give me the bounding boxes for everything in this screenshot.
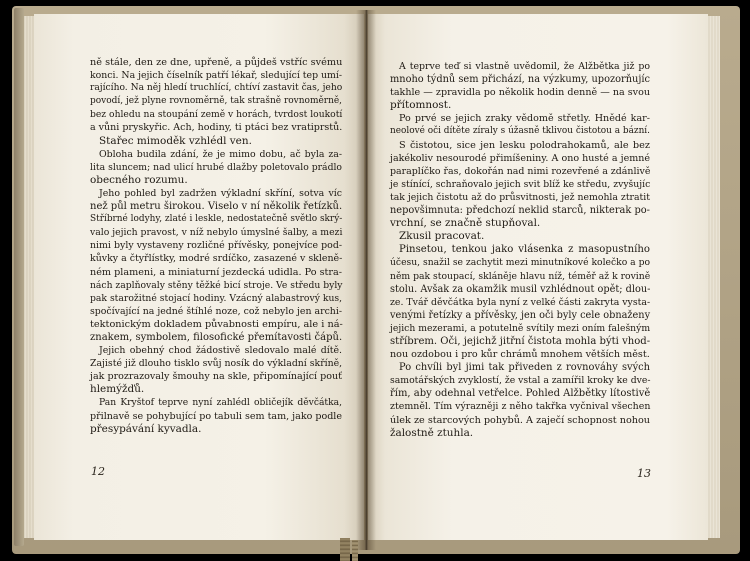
bookmark-ribbon <box>340 538 350 561</box>
text-line: ze. Tvář děvčátka byla nyní z velké části zakryta vysta- <box>390 296 651 308</box>
text-line: žalostně ztuhla. <box>390 426 474 439</box>
text-line: pak starožitné stojací hodiny. Vzácný alabastrový kus, <box>90 292 343 304</box>
text-line: takhle — zpravidla po několik hodin denně — na svou <box>390 87 650 99</box>
text-line: Stařec mimoděk vzhlédl ven. <box>99 134 252 147</box>
text-line: stolu. Avšak za okamžik musil vzhlédnout opět; dlou- <box>390 283 651 295</box>
page-number-left: 12 <box>91 465 105 478</box>
text-line: bez ohledu na stoupání země v horách, tvrdost loukotí <box>90 109 343 121</box>
text-line: přesypávání kyvadla. <box>90 422 202 435</box>
text-line: hlemýžďů. <box>90 383 145 396</box>
text-line: Pinsetou, tenkou jako vlásenka z masopustního <box>399 244 650 256</box>
book-gutter <box>356 10 376 550</box>
text-line: obecného rozumu. <box>90 173 188 186</box>
text-line: Po chvíli byl jimi tak přiveden z rovnováhy svých <box>399 362 650 374</box>
left-page-text <box>90 56 342 436</box>
text-line: Obloha budila zdání, že je mimo dobu, ač byla za- <box>99 148 342 160</box>
text-line: jak prozrazovaly šmouhy na skle, připomínající pouť <box>90 371 342 383</box>
text-line: valo jejich pravost, v níž nebylo úmyslné šalby, a mezi <box>90 227 343 239</box>
text-line: venými řetízky a přívěsky, jen oči byly cele obnaženy <box>390 309 651 321</box>
text-line: tak jejich čistotu až do průsvitnosti, jež nemohla ztratit <box>390 191 650 203</box>
text-line: A teprve teď si vlastně uvědomil, že Alžbětka již po <box>399 61 650 72</box>
text-line: nepovšimnuta: předchozí neklid starců, nikterak po- <box>390 205 650 217</box>
text-line: nou ozdobou i pro kůr chrámů mnohem větších měst. <box>390 349 650 361</box>
text-line: Pan Kryštof teprve nyní zahlédl obličejík děvčátka, <box>99 397 342 409</box>
text-line: a vůni pryskyřic. Ach, hodiny, ti ptáci bez vratiprstů. <box>90 122 343 134</box>
text-line: paraplíčko řas, dokořán nad nimi rozevřené a zdánlivě <box>390 165 651 177</box>
text-line: mnoho týdnů sem přichází, na výzkumy, upozorňujíc <box>390 74 650 86</box>
text-line: nimi byly vystaveny rozličné přívěsky, ponejvíce pod- <box>90 240 342 252</box>
text-line: konci. Na jejich číselník patří lékař, sledující tep umí- <box>90 70 342 82</box>
bookmark-ribbon-2 <box>352 540 358 561</box>
page-number-right: 13 <box>637 467 651 480</box>
page-stack-right <box>706 16 720 538</box>
text-line: Jejich obehný chod žádostivě sledovalo malé dítě. <box>99 345 342 357</box>
text-line: něm pak stoupací, skláněje hlavu níž, téměř až k rovině <box>390 270 651 282</box>
text-line: neolové oči dítěte zíraly s úžasně tklivou čistotou a bázní. <box>390 126 650 137</box>
text-line: Zajisté již dlouho tisklo svůj nosík do výkladní skříně, <box>90 358 343 370</box>
text-line: znakem, symbolem, filosofické přemítavosti čápů. <box>90 331 343 343</box>
text-line: jakékoliv nesourodé přimíšeniny. A ono husté a jemné <box>390 152 650 164</box>
text-line: spočívající na jedné štíhlé noze, což nebylo jen archi- <box>90 305 342 317</box>
text-line: ném plameni, a miniaturní jezdecká udidla. Po stra- <box>90 266 342 278</box>
text-line: úlek ze starcových pohybů. A zaječí schopnost nohou <box>390 414 651 426</box>
right-page-text <box>390 60 650 440</box>
text-line: přítomnost. <box>390 99 452 112</box>
text-line: Stříbrné lodyhy, zlaté i leskle, nedostatečně světlo skrý- <box>90 214 343 225</box>
text-line: rajícího. Na něj hledí truchlící, chtíví zastavit čas, jeho <box>90 83 343 94</box>
text-line: než půl metru širokou. Viselo v ní několik řetízků. <box>90 201 343 213</box>
text-line: účesu, snažil se zachytit mezi minutníkové kolečko a po <box>390 257 651 269</box>
text-line: Jeho pohled byl zadržen výkladní skříní, sotva víc <box>99 187 342 199</box>
text-line: Zkusil pracovat. <box>399 230 485 243</box>
text-line: jejich mezerami, a potutelně svítily mezi oním falešným <box>390 322 651 334</box>
text-line: je stínící, schraňovalo jejich svit blíž ke středu, zvyšujíc <box>390 178 651 190</box>
text-line: vrchní, se značně stupňoval. <box>390 217 541 230</box>
text-line: nách zaplňovaly stěny těžké bicí stroje. Ve středu byly <box>90 279 343 291</box>
text-line: lita sluncem; nad ulicí hrubé dlažby poletovalo prádlo <box>90 161 342 173</box>
text-line: samotářských zvyklostí, že vstal a zamířil kroky ke dve- <box>390 375 651 387</box>
text-line: Po prvé se jejich zraky vědomě střetly. Hnědé kar- <box>399 113 650 125</box>
text-line: S čistotou, sice jen lesku polodrahokamů, ale bez <box>399 139 650 151</box>
text-line: kůvky a čtyřlístky, modré srdíčko, zasazené v skleně- <box>90 253 343 265</box>
text-line: ztemněl. Tím výrazněji z něho takřka vyčnival všechen <box>390 401 651 413</box>
text-line: přilnavě se pohybující po tabuli sem tam, jako podle <box>90 410 342 422</box>
cover-edge <box>14 8 24 546</box>
text-line: stříbrem. Oči, jejichž jitřní čistota mohla býti vhod- <box>390 335 651 347</box>
text-line: řím, aby odehnal vetřelce. Pohled Alžbětky lítostivě <box>390 388 651 400</box>
text-line: povodí, jež plyne rovnoměrně, tak strašně rovnoměrně, <box>90 96 343 107</box>
text-line: tektonickým dokladem půvabnosti empíru, ale i ná- <box>90 318 343 330</box>
text-line: ně stále, den ze dne, upřeně, a půjdeš vstříc svému <box>90 57 343 68</box>
